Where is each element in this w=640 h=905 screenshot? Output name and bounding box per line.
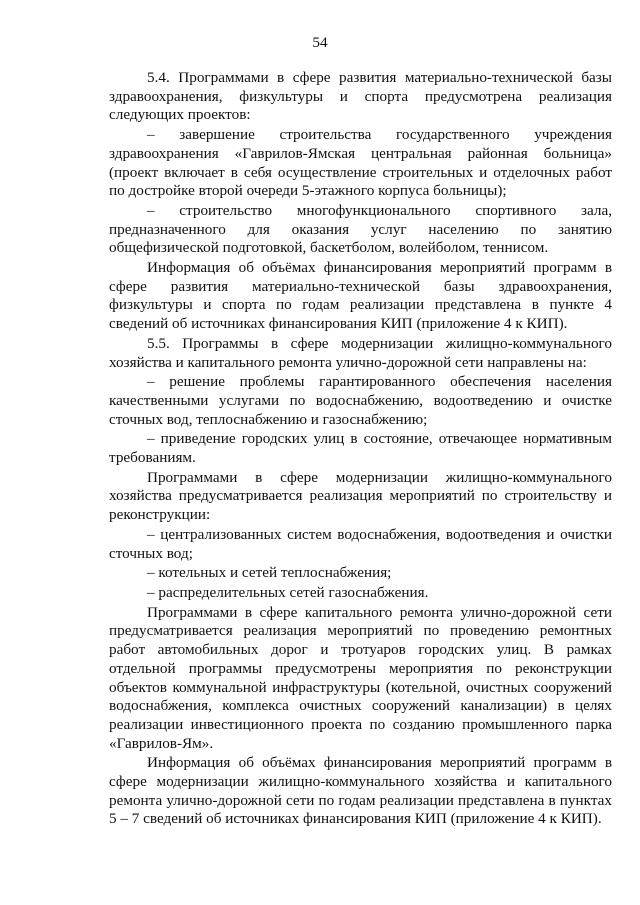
page-number: 54 <box>312 34 328 51</box>
paragraph-financing-health-sport: Информация об объёмах финансирования мероприятий программ в сфере развития материально-технической базы здравоохранения, физкультуры и спорта по годам реализации представлена в пункте 4 сведений об источниках финансирования КИП (приложение 4 к КИП). <box>109 259 612 333</box>
paragraph-road-repair: Программами в сфере капитального ремонта улично-дорожной сети предусматривается реализация мероприятий по проведению ремонтных работ автомобильных дорог и тротуаров городских улиц. В рамках отдельной программы предусмотрены мероприятия по реконструкции объектов коммунальной инфраструктуры (котельной, очистных сооружений водоснабжения, комплекса очистных сооружений канализации) в целях реализации инвестиционного проекта по созданию промышленного парка «Гаврилов-Ям». <box>109 603 612 752</box>
paragraph-5-4-intro: 5.4. Программами в сфере развития материально-технической базы здравоохранения, физкультуры и спорта предусмотрена реализация следующих проектов: <box>109 69 612 124</box>
list-item-city-streets: – приведение городских улиц в состояние, отвечающее нормативным требованиям. <box>109 430 612 467</box>
list-item-sports-hall: – строительство многофункционального спортивного зала, предназначенного для оказания услуг населению по занятию общефизической подготовкой, баскетболом, волейболом, теннисом. <box>109 201 612 257</box>
paragraph-5-5-intro: 5.5. Программы в сфере модернизации жилищно-коммунального хозяйства и капитального ремонта улично-дорожной сети направлены на: <box>109 334 612 371</box>
list-item-water-systems: – централизованных систем водоснабжения, водоотведения и очистки сточных вод; <box>109 525 612 562</box>
list-item-boilers: – котельных и сетей теплоснабжения; <box>147 564 392 582</box>
list-item-water-services: – решение проблемы гарантированного обеспечения населения качественными услугами по водоснабжению, водоотведению и очистке сточных вод, теплоснабжению и газоснабжению; <box>109 373 612 428</box>
list-item-gas-networks: – распределительных сетей газоснабжения. <box>147 583 429 601</box>
paragraph-housing-modernization: Программами в сфере модернизации жилищно-коммунального хозяйства предусматривается реализация мероприятий по строительству и реконструкции: <box>109 468 612 524</box>
list-item-hospital: – завершение строительства государственного учреждения здравоохранения «Гаврилов-Ямская центральная районная больница» (проект включает в себя осуществление строительных и отделочных работ по достройке второй очереди 5-этажного корпуса больницы); <box>109 126 612 200</box>
document-body <box>109 69 612 829</box>
paragraph-financing-housing-roads: Информация об объёмах финансирования мероприятий программ в сфере модернизации жилищно-коммунального хозяйства и капитального ремонта улично-дорожной сети по годам реализации представлена в пунктах 5 – 7 сведений об источниках финансирования КИП (приложение 4 к КИП). <box>109 754 612 828</box>
